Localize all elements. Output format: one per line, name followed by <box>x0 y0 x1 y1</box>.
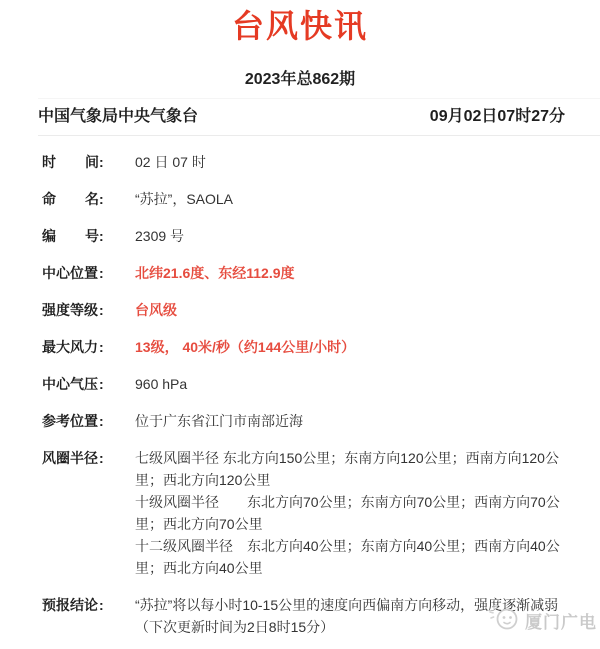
field-value-line: （下次更新时间为2日8时15分） <box>135 619 335 635</box>
field-row <box>42 225 580 247</box>
field-label: 预报结论: <box>42 597 104 613</box>
field-row <box>42 336 580 358</box>
field-value: “苏拉”，SAOLA <box>135 191 234 207</box>
field-label: 命名: <box>42 191 104 207</box>
watermark-label: 厦门广电 <box>525 613 597 632</box>
agency-name: 中国气象局中央气象台 <box>38 108 199 125</box>
field-row <box>42 151 580 173</box>
field-row <box>42 262 580 284</box>
field-value-line: 十级风圈半径 东北方向70公里；东南方向70公里；西南方向70公里；西北方向70公里 <box>135 494 560 532</box>
issue-number: 2023年总862期 <box>244 71 356 88</box>
field-value: 位于广东省江门市南部近海 <box>135 413 303 429</box>
field-label: 中心位置: <box>42 265 104 281</box>
field-value: 13级， 40米/秒（约144公里/小时） <box>135 339 356 355</box>
header-divider-top <box>38 98 600 99</box>
field-row <box>42 447 580 579</box>
agency-row <box>38 107 565 127</box>
field-label: 最大风力: <box>42 339 104 355</box>
field-label: 中心气压: <box>42 376 104 392</box>
bulletin-fields <box>0 136 600 638</box>
field-row <box>42 299 580 321</box>
field-row <box>42 410 580 432</box>
field-value-line: 七级风圈半径 东北方向150公里；东南方向120公里；西南方向120公里；西北方向120公里 <box>135 450 559 488</box>
field-label: 强度等级: <box>42 302 104 318</box>
field-value: 台风级 <box>135 302 177 318</box>
field-value <box>135 447 580 579</box>
smiley-broadcast-logo-icon <box>486 603 522 638</box>
field-row <box>42 373 580 395</box>
watermark <box>486 603 597 638</box>
field-value-line: 十二级风圈半径 东北方向40公里；东南方向40公里；西南方向40公里；西北方向40公里 <box>135 538 560 576</box>
field-value: 02 日 07 时 <box>135 154 206 170</box>
field-value: 960 hPa <box>135 376 188 392</box>
field-row <box>42 188 580 210</box>
report-datetime: 09月02日07时27分 <box>429 108 565 125</box>
field-label: 风圈半径: <box>42 450 104 466</box>
field-label: 时间: <box>42 154 104 170</box>
field-value-line: “苏拉”将以每小时10-15公里的速度向西偏南方向移动，强度逐渐减弱 <box>135 597 559 613</box>
field-label: 编号: <box>42 228 104 244</box>
field-label: 参考位置: <box>42 413 104 429</box>
page-title: 台风快讯 <box>231 8 368 44</box>
field-value: 2309 号 <box>135 228 185 244</box>
field-value: 北纬21.6度、东经112.9度 <box>135 265 295 281</box>
